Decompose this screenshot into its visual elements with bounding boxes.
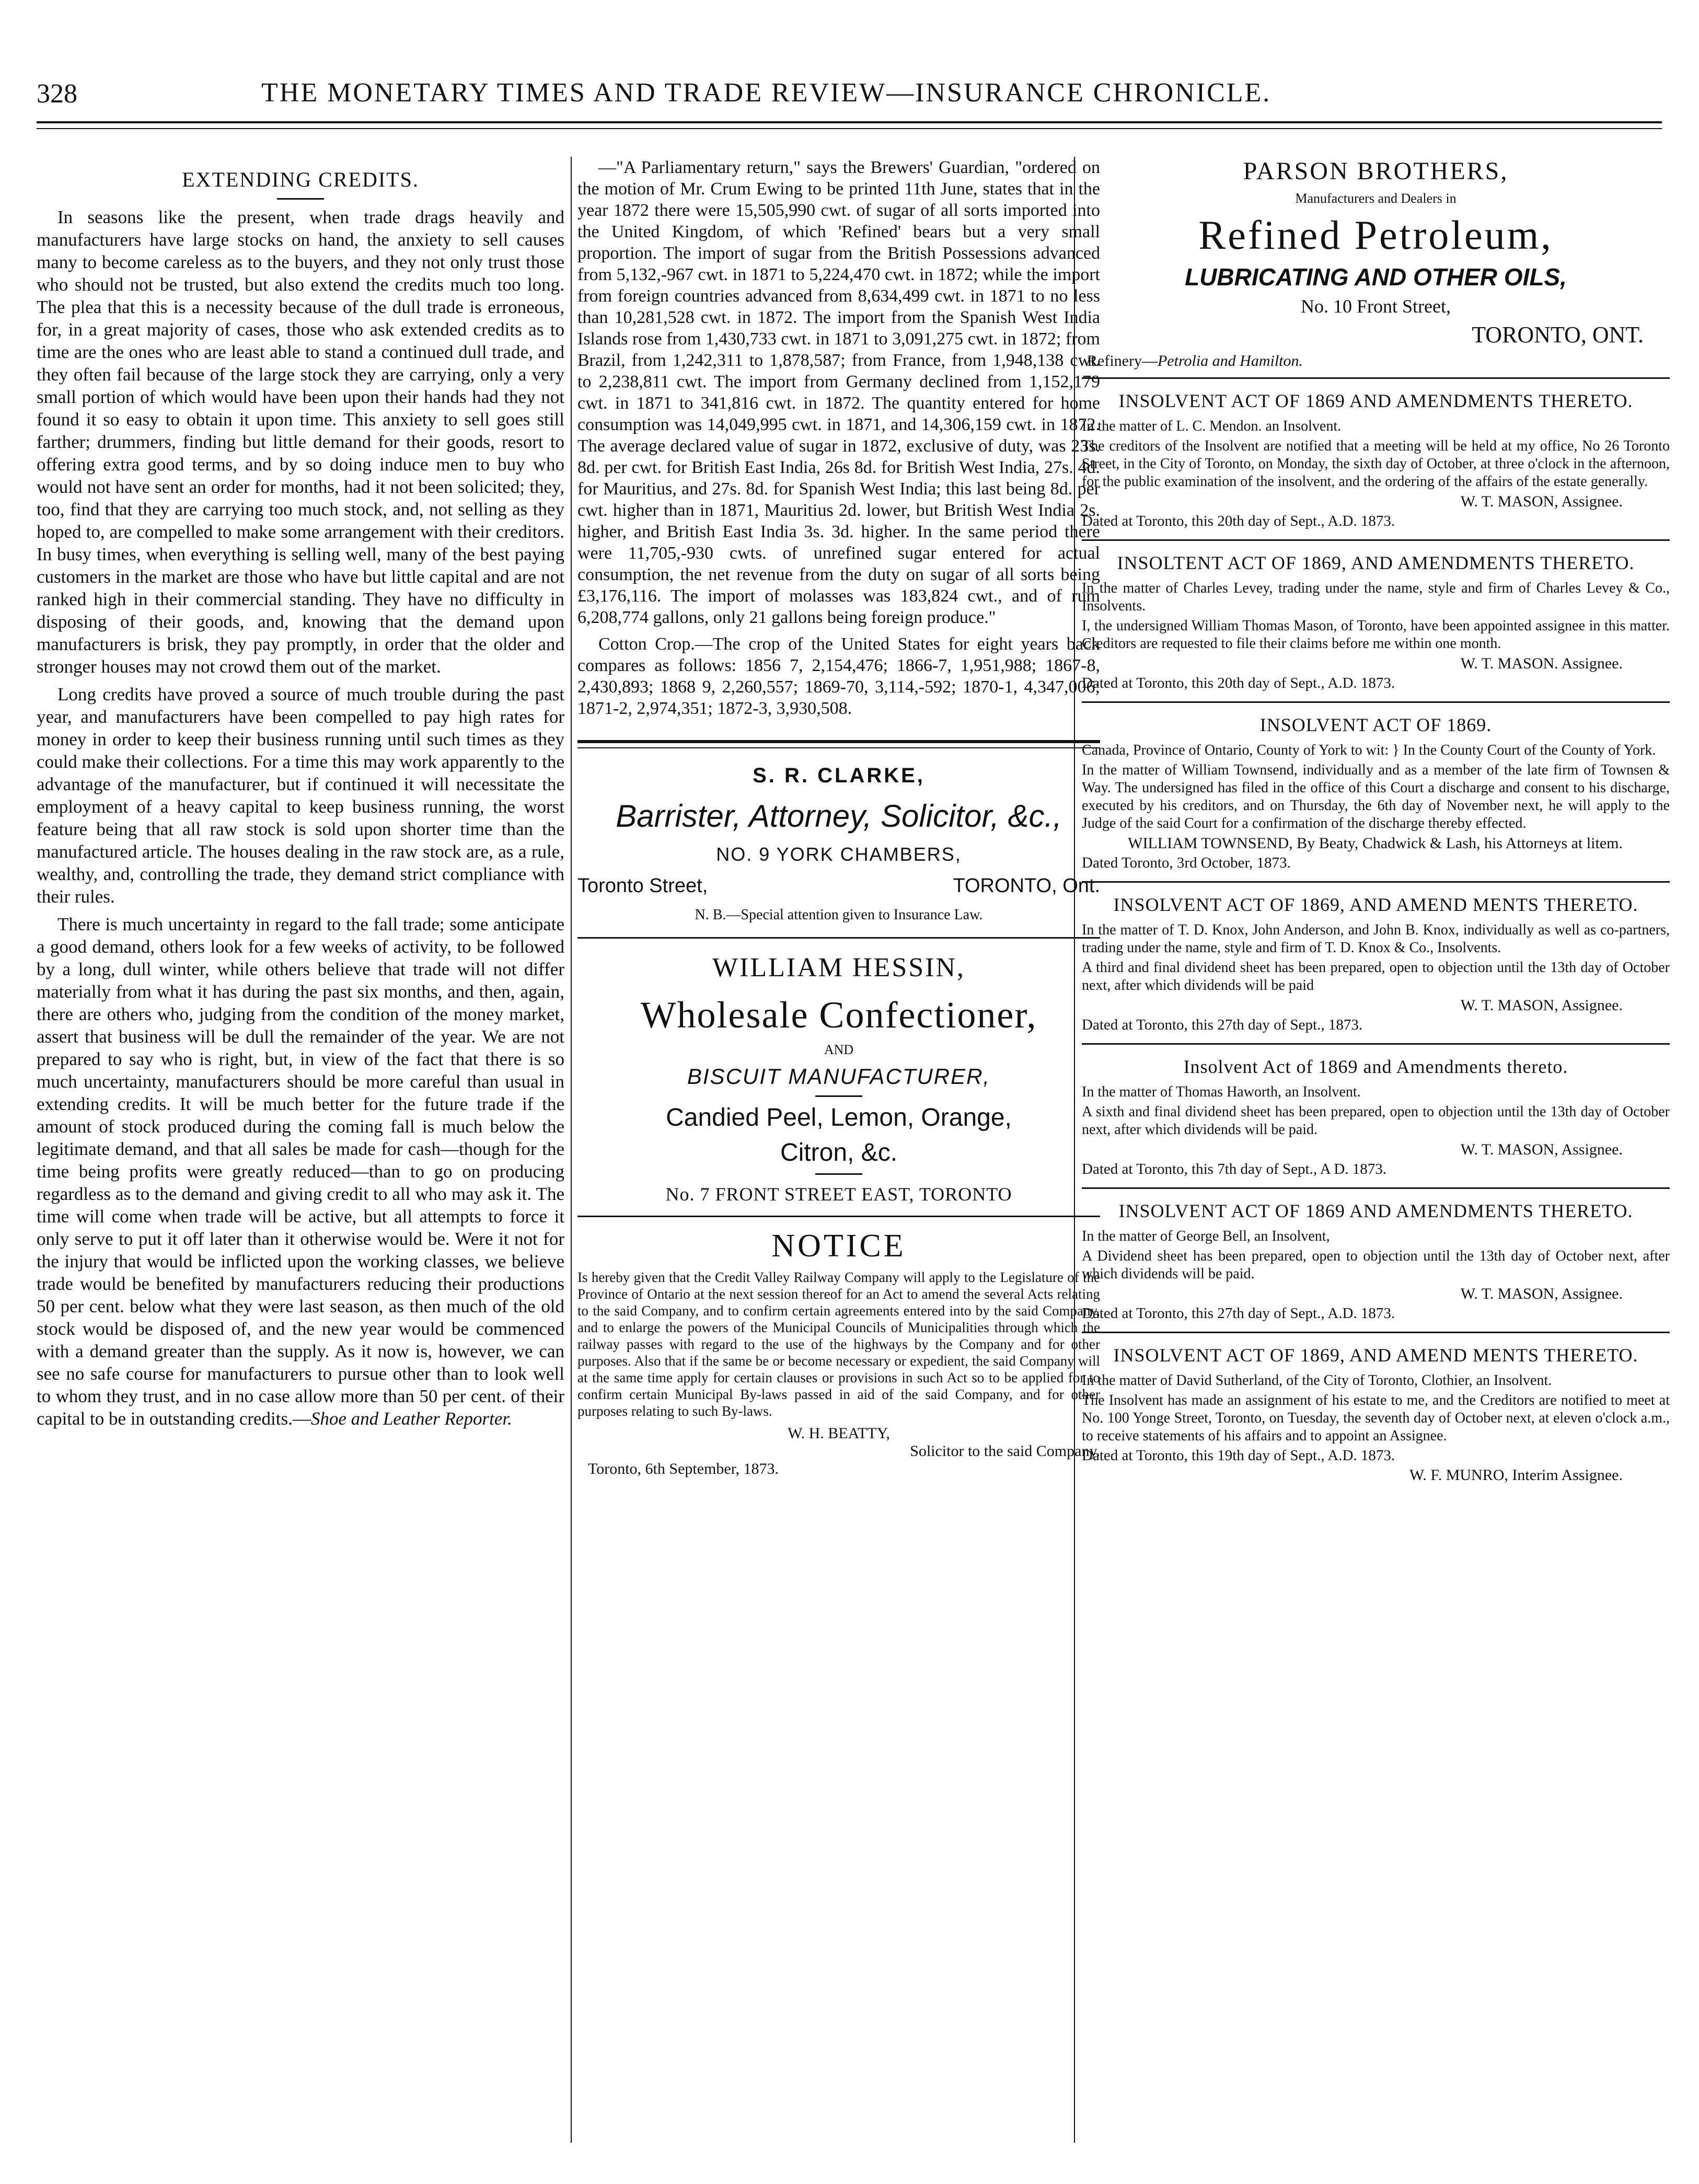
sugar-paragraph: —"A Parliamentary return," says the Brewers' Guardian, "ordered on the motion of Mr. Crum Ewing to be printed 11th June, states that in the year 1872 there were 15,505,990 cwt. of sugar of all sorts imported into the United Kingdom, of which 'Refined' bears but a very small proportion. The import of sugar from the British Possessions advanced from 5,132,-967 cwt. in 1871 to 5,224,470 cwt. in 1872; while the import from foreign countries advanced from 8,634,499 cwt. in 1871 to no less than 10,281,528 cwt. in 1872. The import from the Spanish West India Islands rose from 1,430,733 cwt. in 1871 to 3,091,275 cwt. in 1872; from Brazil, from 1,242,311 to 1,878,587; from France, from 1,948,138 cwt. to 2,238,811 cwt. The import from Germany declined from 1,152,179 cwt. in 1871 to 341,816 cwt. in 1872. The quantity entered for home consumption was 14,049,995 cwt. in 1871, and 14,306,159 cwt. in 1872. The average declared value of sugar in 1872, exclusive of duty, was 23s. 8d. per cwt. for British East India, 26s 8d. for British West India, 27s. 4d. for Mauritius, and 27s. 8d. for Spanish West India; this last being 8d. per cwt. higher than in 1871, Mauritius 2d. lower, but British West India 2s. higher, and British East India 3s. 3d. higher. In the same period there were 11,705,-930 cwts. of unrefined sugar entered for actual consumption, the net revenue from the duty on sugar of all sorts being £3,176,116. The import of molasses was 183,824 cwt., and of rum 6,208,774 gallons, only 21 gallons being foreign produce."	[577, 158, 1100, 627]
refinery-locations: Petrolia and Hamilton.	[1157, 352, 1303, 369]
clarke-location	[577, 875, 1100, 897]
insolvent-notice	[1082, 1045, 1670, 1189]
insolvent-notice	[1082, 883, 1670, 1045]
right-column	[1082, 157, 1670, 1494]
notice-body: The creditors of the Insolvent are notified that a meeting will be held at my office, No 26 Toronto Street, in the City of Toronto, on Monday, the sixth day of October, at three o'clock in the afternoon, for the public examination of the insolvent, and the ordering of the affairs of the estate generally.	[1082, 438, 1670, 490]
notice-body: A sixth and final dividend sheet has been prepared, open to objection until the 13th day of October next, after which dividends will be paid.	[1082, 1104, 1670, 1138]
notice-heading: Insolvent Act of 1869 and Amendments thereto.	[1183, 1056, 1568, 1077]
divider	[815, 1095, 862, 1097]
notice-heading: INSOLVENT ACT OF 1869.	[1259, 714, 1492, 735]
clarke-name: S. R. CLARKE,	[753, 764, 925, 787]
notice-date: Dated at Toronto, this 19th day of Sept., A.D. 1873.	[1082, 1447, 1395, 1464]
parson-product2: LUBRICATING AND OTHER OILS,	[1185, 263, 1567, 291]
cotton-paragraph: Cotton Crop.—The crop of the United States for eight years back compares as follows: 1856 7, 2,154,476; 1866-7, 1,951,988; 1867-8, 2,430,893; 1868 9, 2,260,557; 1869-70, 3,114,-592; 1870-1, 4,347,006; 1871-2, 2,974,351; 1872-3, 3,930,508.	[577, 634, 1100, 718]
notice-heading: INSOLVENT ACT OF 1869, AND AMEND MENTS THERETO.	[1113, 894, 1638, 915]
notice-matter: In the matter of Thomas Haworth, an Insolvent.	[1082, 1084, 1361, 1100]
notice-signer: W. T. MASON, Assignee.	[1460, 997, 1623, 1014]
notice-date: Dated at Toronto, this 7th day of Sept., A D. 1873.	[1082, 1161, 1387, 1177]
notice-body: Is hereby given that the Credit Valley Railway Company will apply to the Legislature of the Province of Ontario at the next session thereof for an Act to amend the several Acts relating to the said Company, and to confirm certain agreements entered into by the said Company, and to enlarge the powers of the Municipal Councils of Municipalities through which the railway passes with regard to the use of the highways by the Company and for other purposes. Also that if the same be or become necessary or expedient, the said Company will at the same time apply for certain clauses or provisions in such Act so to be applied for to confirm certain Municipal By-laws passed in aid of the said Company, and for other purposes relating to such By-laws.	[577, 1269, 1100, 1419]
article-source: Shoe and Leather Reporter.	[310, 1408, 512, 1429]
notice-signer: W. F. MUNRO, Interim Assignee.	[1409, 1466, 1623, 1484]
hessin-address: No. 7 FRONT STREET EAST, TORONTO	[665, 1184, 1012, 1205]
notice-signer-role: Solicitor to the said Company.	[910, 1442, 1100, 1460]
notice-date: Toronto, 6th September, 1873.	[588, 1460, 779, 1477]
parson-address: No. 10 Front Street,	[1301, 296, 1451, 317]
page-number: 328	[37, 79, 77, 109]
hessin-trade: Wholesale Confectioner,	[640, 994, 1037, 1036]
notice-heading: INSOLVENT ACT OF 1869 AND AMENDMENTS THERETO.	[1118, 390, 1633, 411]
clarke-advertisement	[577, 764, 1100, 923]
parson-name: PARSON BROTHERS,	[1243, 157, 1509, 185]
divider	[815, 1173, 862, 1175]
hessin-and: AND	[824, 1042, 854, 1057]
notice-signer: W. T. MASON, Assignee.	[1460, 493, 1623, 510]
clarke-city: TORONTO, Ont.	[953, 875, 1100, 897]
notice-matter: Canada, Province of Ontario, County of York to wit: } In the County Court of the County of York.	[1082, 742, 1656, 758]
notice-heading: INSOLTENT ACT OF 1869, AND AMENDMENTS THERETO.	[1117, 552, 1635, 573]
notice-heading: INSOLVENT ACT OF 1869 AND AMENDMENTS THERETO.	[1118, 1200, 1633, 1221]
insolvent-notice	[1082, 541, 1670, 703]
hessin-goods: Citron, &c.	[780, 1139, 898, 1166]
notice-heading: NOTICE	[771, 1228, 906, 1264]
article-paragraph: Long credits have proved a source of much trouble during the past year, and manufacturers have been compelled to pay high rates for money in order to keep their business running until such times as they could make their collections. For a time this may work apparently to the advantage of the manufacturer, but if continued it will necessitate the employment of a heavy capital to keep business running, the worst feature being that all raw stock is sold upon shorter time than the manufactured article. The houses dealing in the raw stock are, as a rule, wealthy, and, controlling the trade, they demand strict compliance with their rules.	[37, 684, 564, 907]
notice-body: The Insolvent has made an assignment of his estate to me, and the Creditors are notified to meet at No. 100 Yonge Street, Toronto, on Tuesday, the seventh day of October next, at eleven o'clock a.m., to receive statements of his affairs and to appoint an Assignee.	[1082, 1392, 1670, 1444]
notice-matter: In the matter of T. D. Knox, John Anderson, and John B. Knox, individually as well as co-partners, trading under the name, style and firm of T. D. Knox & Co., Insolvents.	[1082, 922, 1670, 956]
insolvent-notice	[1082, 703, 1670, 883]
notice-signer: W. T. MASON, Assignee.	[1460, 1285, 1623, 1302]
header-rule	[37, 121, 1662, 123]
notice-credit-valley	[577, 1228, 1100, 1478]
notice-date: Dated at Toronto, this 20th day of Sept., A.D. 1873.	[1082, 513, 1395, 529]
divider	[277, 198, 324, 200]
parson-product: Refined Petroleum,	[1198, 212, 1553, 258]
section-rule	[577, 740, 1100, 743]
notice-body: A third and final dividend sheet has been prepared, open to objection until the 13th day of October next, after which dividends will be paid	[1082, 960, 1670, 993]
notice-signer: W. H. BEATTY,	[788, 1425, 890, 1442]
notice-body: In the matter of William Townsend, individually and as a member of the late firm of Townsen & Way. The undersigned has filed in the office of this Court a discharge and consent to his discharge, executed by his creditors, and on Thursday, the 6th day of November next, he will apply to the Judge of the said Court for a confirmation of the discharge thereby effected.	[1082, 762, 1670, 831]
hessin-advertisement	[577, 952, 1100, 1205]
parson-advertisement	[1082, 157, 1670, 379]
middle-column	[577, 157, 1100, 1478]
notice-date: Dated Toronto, 3rd October, 1873.	[1082, 854, 1291, 871]
notice-matter: In the matter of L. C. Mendon. an Insolvent.	[1082, 418, 1342, 434]
insolvent-notice	[1082, 379, 1670, 541]
clarke-street: Toronto Street,	[577, 875, 708, 897]
clarke-note: N. B.—Special attention given to Insurance Law.	[695, 907, 983, 923]
insolvent-notice	[1082, 1333, 1670, 1494]
notice-matter: In the matter of David Sutherland, of the City of Toronto, Clothier, an Insolvent.	[1082, 1372, 1552, 1389]
clarke-address: NO. 9 YORK CHAMBERS,	[716, 843, 962, 865]
article-extending-credits	[37, 157, 564, 1435]
article-text: There is much uncertainty in regard to the fall trade; some anticipate a good demand, others look for a few weeks of activity, to be followed by a long, dull winter, while others believe that trade will not differ materially from what it has during the past six months, and then, again, there are others who, judging from the condition of the money market, assert that business will be dull the remainder of the year. We are not prepared to say who is right, but, in view of the fact that there is so much uncertainty, manufacturers should be more careful than usual in extending credits. It will be much better for the future trade if the amount of stock produced during the coming fall is much below the legitimate demand, and that all sales be made for cash—though for the time being profits were greatly reduced—than to go on producing regardless as to the demand and giving credit to all who may ask it. The time will come when trade will be active, but all attempts to force it only serve to put it off later than it otherwise would be. Were it not for the injury that would be inflicted upon the working classes, we believe trade would be benefited by manufacturers reducing their productions 50 per cent. below what they were last season, as then much of the old stock would be disposed of, and the new year would be commenced with a demand greater than the supply. As it now is, however, we can see no safe course for manufacturers to pursue other than to look well to whom they trust, and in no case allow more than 50 per cent. of their capital to be in outstanding credits.—	[37, 914, 564, 1429]
section-rule-thin	[577, 747, 1100, 748]
notice-matter: In the matter of George Bell, an Insolvent,	[1082, 1228, 1330, 1244]
clarke-profession: Barrister, Attorney, Solicitor, &c.,	[616, 799, 1062, 834]
parson-city: TORONTO, ONT.	[1472, 322, 1644, 348]
article-paragraph	[37, 913, 564, 1430]
notice-body: I, the undersigned William Thomas Mason, of Toronto, have been appointed assignee in this matter. Creditors are requested to file their claims before me within one month.	[1082, 618, 1670, 652]
parson-refinery	[1087, 352, 1670, 370]
ad-rule	[577, 1216, 1100, 1217]
notice-signer: WILLIAM TOWNSEND, By Beaty, Chadwick & Lash, his Attorneys at litem.	[1128, 835, 1623, 852]
parson-tagline: Manufacturers and Dealers in	[1295, 191, 1457, 206]
notice-date: Dated at Toronto, this 20th day of Sept., A.D. 1873.	[1082, 675, 1395, 691]
refinery-label: Refinery—	[1087, 352, 1158, 369]
ad-rule	[577, 937, 1100, 939]
column-divider	[571, 157, 572, 2143]
hessin-goods: Candied Peel, Lemon, Orange,	[666, 1104, 1012, 1131]
notice-signer: W. T. MASON, Assignee.	[1460, 1141, 1623, 1158]
notice-date: Dated at Toronto, this 27th day of Sept., 1873.	[1082, 1016, 1363, 1033]
notice-body: A Dividend sheet has been prepared, open to objection until the 13th day of October next, after which dividends will be paid.	[1082, 1248, 1670, 1282]
article-heading: EXTENDING CREDITS.	[182, 168, 419, 191]
hessin-trade2: BISCUIT MANUFACTURER,	[687, 1064, 991, 1089]
article-paragraph: In seasons like the present, when trade drags heavily and manufacturers have large stocks on hand, the anxiety to sell causes many to become careless as to the buyers, and they not only trust those who should not be trusted, but also extend the credits much too long. The plea that this is a necessity because of the dull trade is erroneous, for, in a great majority of cases, those who ask extended credits as to time are the ones who are least able to stand a continued dull trade, and they often fail because of the large stock they are carrying, only a very small portion of which would have been upon their hands had they not found it so easy to obtain it upon time. This anxiety to sell goes still farther; drummers, finding but little demand for their goods, resort to offering extra good terms, and by so doing induce men to buy who would not have sent an order for months, had it not been solicited; they, too, find that they are carrying too much stock, and, not selling as they hoped to, are compelled to make some arrangement with their creditors. In busy times, when everything is selling well, many of the best paying customers in the market are those who have but little capital and are not ranked high in their commercial standing. They have no difficulty in disposing of their goods, and, knowing that the demand upon manufacturers is brisk, they pay promptly, in order that the older and stronger houses may not crowd them out of the market.	[37, 207, 564, 677]
header-rule-thin	[37, 128, 1662, 129]
notice-signer: W. T. MASON. Assignee.	[1460, 655, 1623, 672]
notice-matter: In the matter of Charles Levey, trading under the name, style and firm of Charles Levey & Co., Insolvents.	[1082, 580, 1670, 614]
insolvent-notice	[1082, 1189, 1670, 1333]
notice-heading: INSOLVENT ACT OF 1869, AND AMEND MENTS THERETO.	[1113, 1345, 1638, 1366]
notice-date: Dated at Toronto, this 27th day of Sept., A.D. 1873.	[1082, 1305, 1395, 1322]
hessin-name: WILLIAM HESSIN,	[712, 953, 966, 983]
masthead-title: THE MONETARY TIMES AND TRADE REVIEW—INSURANCE CHRONICLE.	[261, 78, 1272, 108]
